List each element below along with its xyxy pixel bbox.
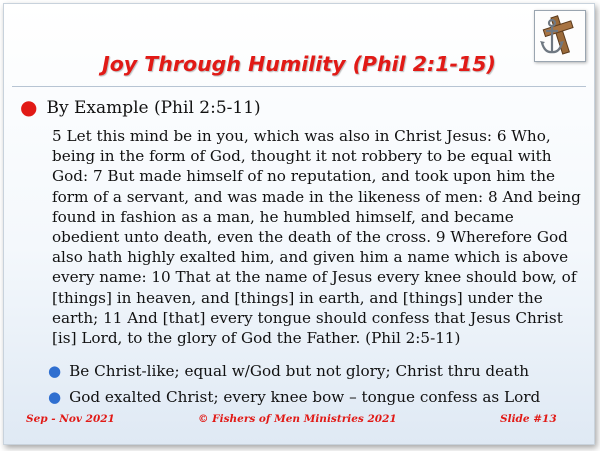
bullet-dot-icon: ● — [48, 388, 62, 406]
title-divider — [12, 86, 586, 87]
sub-bullet-text: God exalted Christ; every knee bow – tongue confess as Lord — [69, 388, 541, 406]
footer-slide-number: Slide #13 — [500, 413, 557, 425]
bullet-dot-icon: ● — [48, 362, 62, 380]
bullet-dot-icon: ● — [20, 95, 38, 119]
slide-title: Joy Through Humility (Phil 2:1-15) — [102, 52, 496, 76]
scripture-passage: 5 Let this mind be in you, which was also in Christ Jesus: 6 Who, being in the form of God, thought it not robbery to be equal with God: 7 But made himself of no reputation, and took upon him the form of a servant, and was made in the likeness of men: 8 And being found in fashion as a man, he humbled himself, and became obedient unto death, even the death of the cross. 9 Wherefore God also hath highly exalted him, and given him a name which is above every name: 10 That at the name of Jesus every knee should bow, of [things] in heaven, and [things] in earth, and [things] under the earth; 11 And [that] every tongue should confess that Jesus Christ [is] Lord, to the glory of God the Father. (Phil 2:5-11) — [52, 127, 581, 348]
footer-date: Sep - Nov 2021 — [26, 413, 115, 425]
footer-copyright: © Fishers of Men Ministries 2021 — [198, 413, 397, 425]
sub-bullet — [48, 387, 540, 407]
main-bullet — [20, 95, 261, 119]
slide — [3, 3, 595, 445]
main-bullet-text: By Example (Phil 2:5-11) — [46, 98, 261, 118]
sub-bullet-text: Be Christ-like; equal w/God but not glory; Christ thru death — [69, 362, 530, 380]
sub-bullet — [48, 361, 529, 381]
